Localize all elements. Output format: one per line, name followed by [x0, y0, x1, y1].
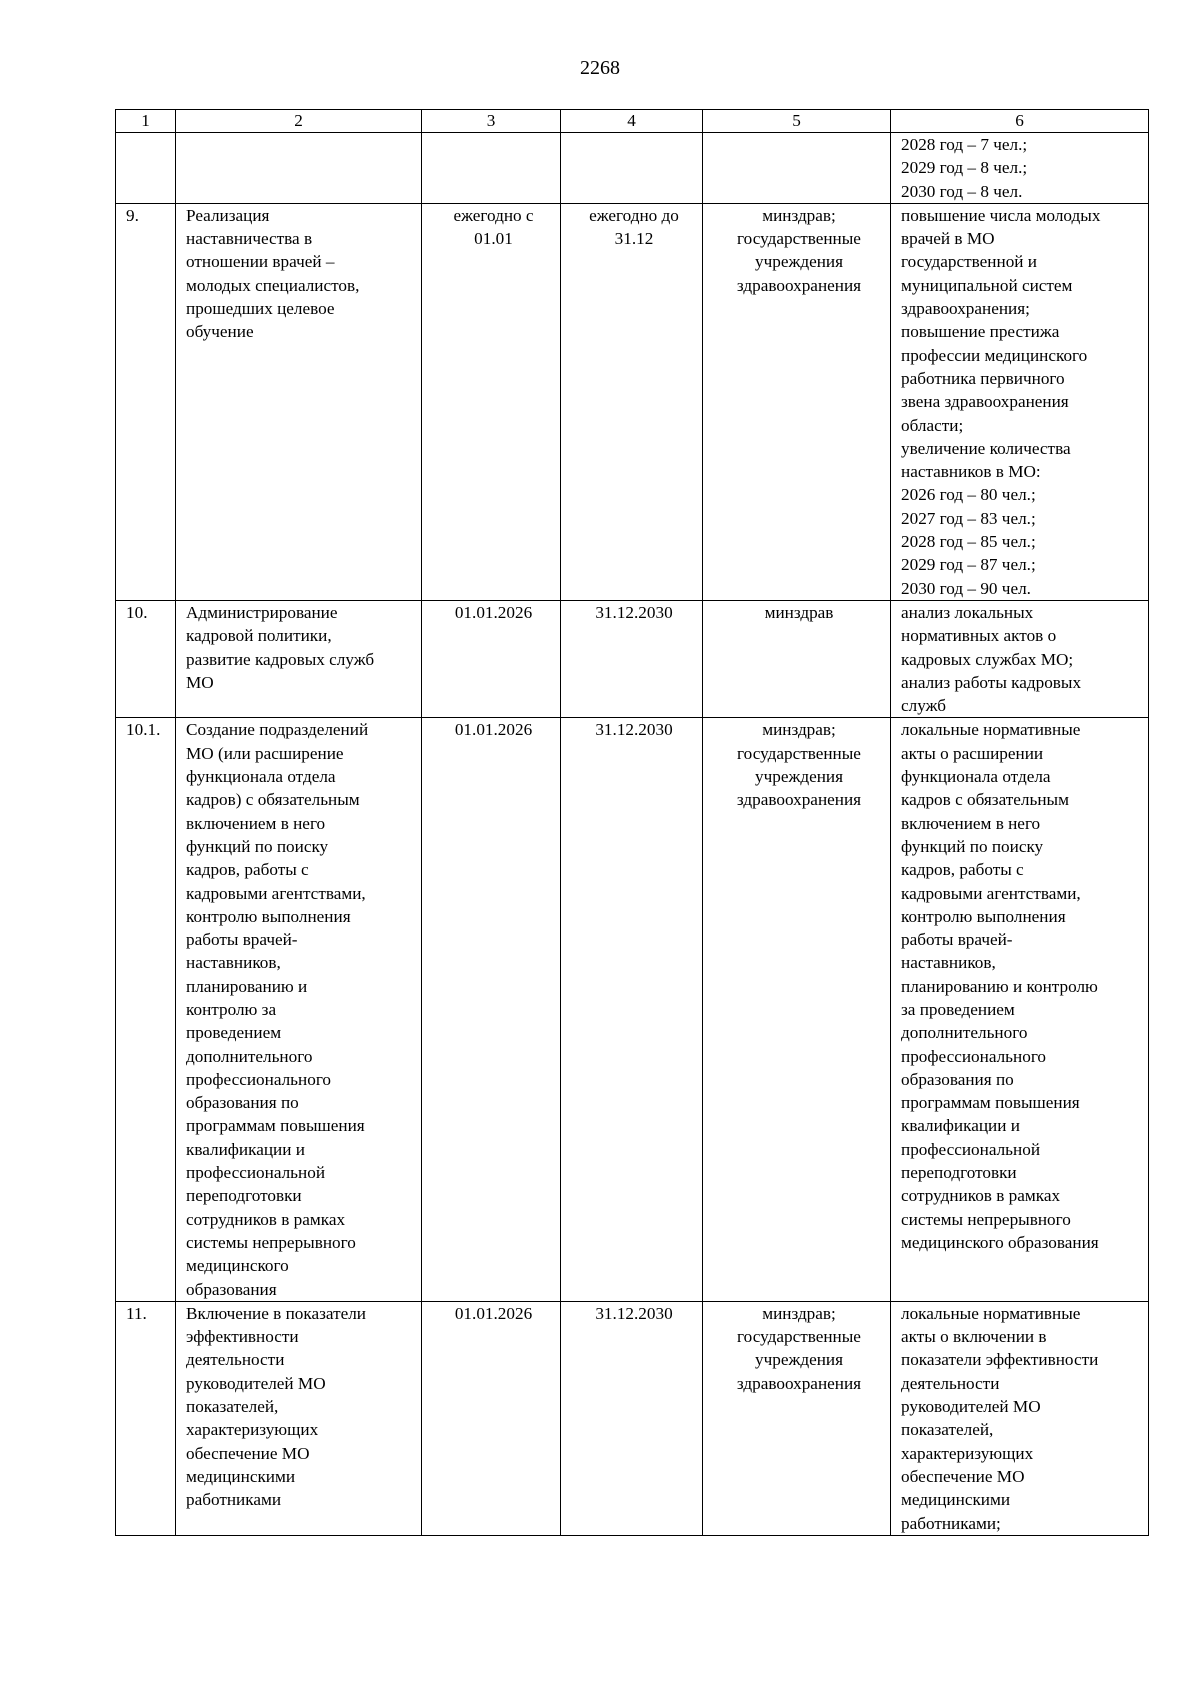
- table-row: [116, 133, 1149, 204]
- result-cell: [891, 1301, 1149, 1535]
- action-line: функций по поиску: [186, 836, 329, 856]
- executor-line: государственные: [737, 743, 861, 763]
- end-date-line: 31.12.2030: [595, 1303, 673, 1323]
- result-line: нормативных актов о: [901, 626, 1057, 646]
- result-line: служб: [901, 696, 946, 716]
- result-line: кадровыми агентствами,: [901, 883, 1081, 903]
- action-line: профессионального: [186, 1069, 332, 1089]
- result-line: 2026 год – 80 чел.;: [901, 485, 1036, 505]
- result-line: медицинского образования: [901, 1232, 1099, 1252]
- executor-line: минздрав;: [762, 1303, 836, 1323]
- result-line: за проведением: [901, 999, 1015, 1019]
- executor-line: здравоохранения: [736, 790, 862, 810]
- action-cell: [176, 600, 422, 717]
- end-date-cell: [561, 1301, 703, 1535]
- result-line: включением в него: [901, 813, 1041, 833]
- executor-cell: [703, 133, 891, 204]
- result-cell: [891, 203, 1149, 600]
- end-date-line: 31.12.2030: [595, 602, 673, 622]
- table-row: [116, 600, 1149, 717]
- action-line: контролю за: [186, 999, 277, 1019]
- result-line: 2029 год – 87 чел.;: [901, 555, 1036, 575]
- result-line: анализ локальных: [901, 602, 1034, 622]
- executor-line: учреждения: [754, 252, 843, 272]
- action-line: включением в него: [186, 813, 326, 833]
- table-row: [116, 1301, 1149, 1535]
- start-date-cell: [422, 203, 561, 600]
- action-line: обучение: [186, 322, 254, 342]
- executor-line: государственные: [737, 229, 861, 249]
- result-line: врачей в МО: [901, 229, 995, 249]
- action-line: кадров, работы с: [186, 860, 309, 880]
- result-line: руководителей МО: [901, 1397, 1041, 1417]
- end-date-line: 31.12: [614, 229, 654, 249]
- executor-cell: [703, 203, 891, 600]
- result-line: локальные нормативные: [901, 1303, 1081, 1323]
- action-line: Включение в показатели: [186, 1303, 366, 1323]
- action-line: системы непрерывного: [186, 1232, 356, 1252]
- action-line: Администрирование: [186, 602, 338, 622]
- action-line: образования: [186, 1279, 277, 1299]
- result-cell: [891, 133, 1149, 204]
- action-line: показателей,: [186, 1397, 279, 1417]
- result-line: квалификации и: [901, 1116, 1020, 1136]
- result-line: повышение числа молодых: [901, 205, 1101, 225]
- executor-line: здравоохранения: [736, 1373, 862, 1393]
- start-date-line: 01.01: [474, 229, 513, 249]
- action-line: кадровыми агентствами,: [186, 883, 366, 903]
- action-line: отношении врачей –: [186, 252, 335, 272]
- end-date-cell: [561, 203, 703, 600]
- action-line: руководителей МО: [186, 1373, 326, 1393]
- table-row: [116, 718, 1149, 1301]
- executor-line: государственные: [737, 1327, 861, 1347]
- action-line: проведением: [186, 1023, 282, 1043]
- action-line: сотрудников в рамках: [186, 1209, 346, 1229]
- column-header-6: 6: [891, 110, 1149, 133]
- result-line: кадровых службах МО;: [901, 649, 1074, 669]
- column-header-1: 1: [116, 110, 176, 133]
- action-line: программам повышения: [186, 1116, 365, 1136]
- column-header-2: 2: [176, 110, 422, 133]
- result-line: 2028 год – 85 чел.;: [901, 532, 1036, 552]
- action-cell: [176, 718, 422, 1301]
- row-number-cell: 10.1.: [116, 718, 176, 1301]
- executor-line: учреждения: [754, 1350, 843, 1370]
- action-line: характеризующих: [186, 1420, 319, 1440]
- result-line: образования по: [901, 1069, 1014, 1089]
- result-line: 2028 год – 7 чел.;: [901, 135, 1028, 154]
- executor-line: минздрав;: [762, 720, 836, 740]
- result-line: показатели эффективности: [901, 1350, 1099, 1370]
- result-line: наставников в МО:: [901, 462, 1041, 482]
- action-line: дополнительного: [186, 1046, 313, 1066]
- executor-line: здравоохранения: [736, 275, 862, 295]
- start-date-line: 01.01.2026: [454, 720, 533, 740]
- action-line: контролю выполнения: [186, 906, 351, 926]
- result-line: кадров, работы с: [901, 860, 1024, 880]
- row-number-cell: 9.: [116, 203, 176, 600]
- result-line: увеличение количества: [901, 438, 1071, 458]
- action-cell: [176, 203, 422, 600]
- result-line: планированию и контролю: [901, 976, 1098, 996]
- action-line: эффективности: [186, 1327, 299, 1347]
- action-line: переподготовки: [186, 1186, 302, 1206]
- row-number-cell: [116, 133, 176, 204]
- result-cell: [891, 600, 1149, 717]
- action-line: работы врачей-: [186, 930, 298, 950]
- result-line: деятельности: [901, 1373, 1000, 1393]
- table-row: [116, 203, 1149, 600]
- activities-table: [115, 109, 1149, 1536]
- start-date-line: 01.01.2026: [454, 1303, 533, 1323]
- executor-cell: [703, 718, 891, 1301]
- result-line: характеризующих: [901, 1443, 1034, 1463]
- action-line: работниками: [186, 1490, 282, 1510]
- action-line: медицинскими: [186, 1466, 296, 1486]
- result-line: работника первичного: [901, 368, 1065, 388]
- result-line: сотрудников в рамках: [901, 1186, 1061, 1206]
- result-line: профессиональной: [901, 1139, 1041, 1159]
- action-line: кадров) с обязательным: [186, 790, 360, 810]
- start-date-line: 01.01.2026: [454, 602, 533, 622]
- page-number: 2268: [580, 57, 620, 79]
- action-line: развитие кадровых служб: [186, 649, 375, 669]
- action-line: МО (или расширение: [186, 743, 344, 763]
- action-line: квалификации и: [186, 1139, 305, 1159]
- end-date-line: 31.12.2030: [595, 720, 673, 740]
- result-line: показателей,: [901, 1420, 994, 1440]
- end-date-cell: [561, 600, 703, 717]
- result-line: программам повышения: [901, 1093, 1080, 1113]
- result-line: государственной и: [901, 252, 1037, 272]
- result-line: медицинскими: [901, 1490, 1011, 1510]
- result-line: контролю выполнения: [901, 906, 1066, 926]
- result-line: 2029 год – 8 чел.;: [901, 158, 1028, 178]
- result-line: локальные нормативные: [901, 720, 1081, 740]
- result-line: профессионального: [901, 1046, 1047, 1066]
- action-line: наставничества в: [186, 229, 313, 249]
- column-header-5: 5: [703, 110, 891, 133]
- result-line: звена здравоохранения: [901, 392, 1069, 412]
- action-line: Создание подразделений: [186, 720, 369, 740]
- result-line: 2030 год – 8 чел.: [901, 181, 1023, 201]
- column-header-4: 4: [561, 110, 703, 133]
- start-date-cell: [422, 600, 561, 717]
- result-line: функций по поиску: [901, 836, 1044, 856]
- row-number-cell: 10.: [116, 600, 176, 717]
- action-line: деятельности: [186, 1350, 285, 1370]
- table-header-row: [116, 110, 1149, 133]
- action-line: функционала отдела: [186, 767, 336, 787]
- column-header-3: 3: [422, 110, 561, 133]
- result-line: кадров с обязательным: [901, 790, 1069, 810]
- action-cell: [176, 1301, 422, 1535]
- result-line: системы непрерывного: [901, 1209, 1071, 1229]
- action-line: планированию и: [186, 976, 308, 996]
- start-date-cell: [422, 718, 561, 1301]
- action-cell: [176, 133, 422, 204]
- start-date-cell: [422, 1301, 561, 1535]
- action-line: медицинского: [186, 1256, 289, 1276]
- action-line: образования по: [186, 1093, 299, 1113]
- action-line: профессиональной: [186, 1163, 326, 1183]
- result-line: повышение престижа: [901, 322, 1060, 342]
- result-line: акты о расширении: [901, 743, 1044, 763]
- action-line: кадровой политики,: [186, 626, 332, 646]
- result-line: обеспечение МО: [901, 1466, 1025, 1486]
- action-line: наставников,: [186, 953, 281, 973]
- result-line: функционала отдела: [901, 767, 1051, 787]
- result-line: дополнительного: [901, 1023, 1028, 1043]
- result-line: 2030 год – 90 чел.: [901, 578, 1031, 598]
- executor-line: учреждения: [754, 767, 843, 787]
- result-line: переподготовки: [901, 1163, 1017, 1183]
- executor-line: минздрав;: [762, 205, 836, 225]
- result-line: профессии медицинского: [901, 345, 1088, 365]
- result-line: работниками;: [901, 1513, 1001, 1533]
- result-line: здравоохранения;: [901, 299, 1030, 319]
- result-line: муниципальной систем: [901, 275, 1073, 295]
- result-line: 2027 год – 83 чел.;: [901, 508, 1036, 528]
- result-line: наставников,: [901, 953, 996, 973]
- action-line: молодых специалистов,: [186, 275, 360, 295]
- action-line: МО: [186, 672, 214, 692]
- executor-line: минздрав: [764, 602, 834, 622]
- result-line: работы врачей-: [901, 930, 1013, 950]
- row-number-cell: 11.: [116, 1301, 176, 1535]
- end-date-cell: [561, 718, 703, 1301]
- result-cell: [891, 718, 1149, 1301]
- executor-cell: [703, 600, 891, 717]
- executor-cell: [703, 1301, 891, 1535]
- end-date-line: ежегодно до: [589, 205, 679, 225]
- action-line: Реализация: [186, 205, 270, 225]
- result-line: анализ работы кадровых: [901, 672, 1082, 692]
- action-line: обеспечение МО: [186, 1443, 310, 1463]
- start-date-cell: [422, 133, 561, 204]
- result-line: области;: [901, 415, 964, 435]
- end-date-cell: [561, 133, 703, 204]
- result-line: акты о включении в: [901, 1327, 1047, 1347]
- action-line: прошедших целевое: [186, 299, 335, 319]
- start-date-line: ежегодно с: [453, 205, 534, 225]
